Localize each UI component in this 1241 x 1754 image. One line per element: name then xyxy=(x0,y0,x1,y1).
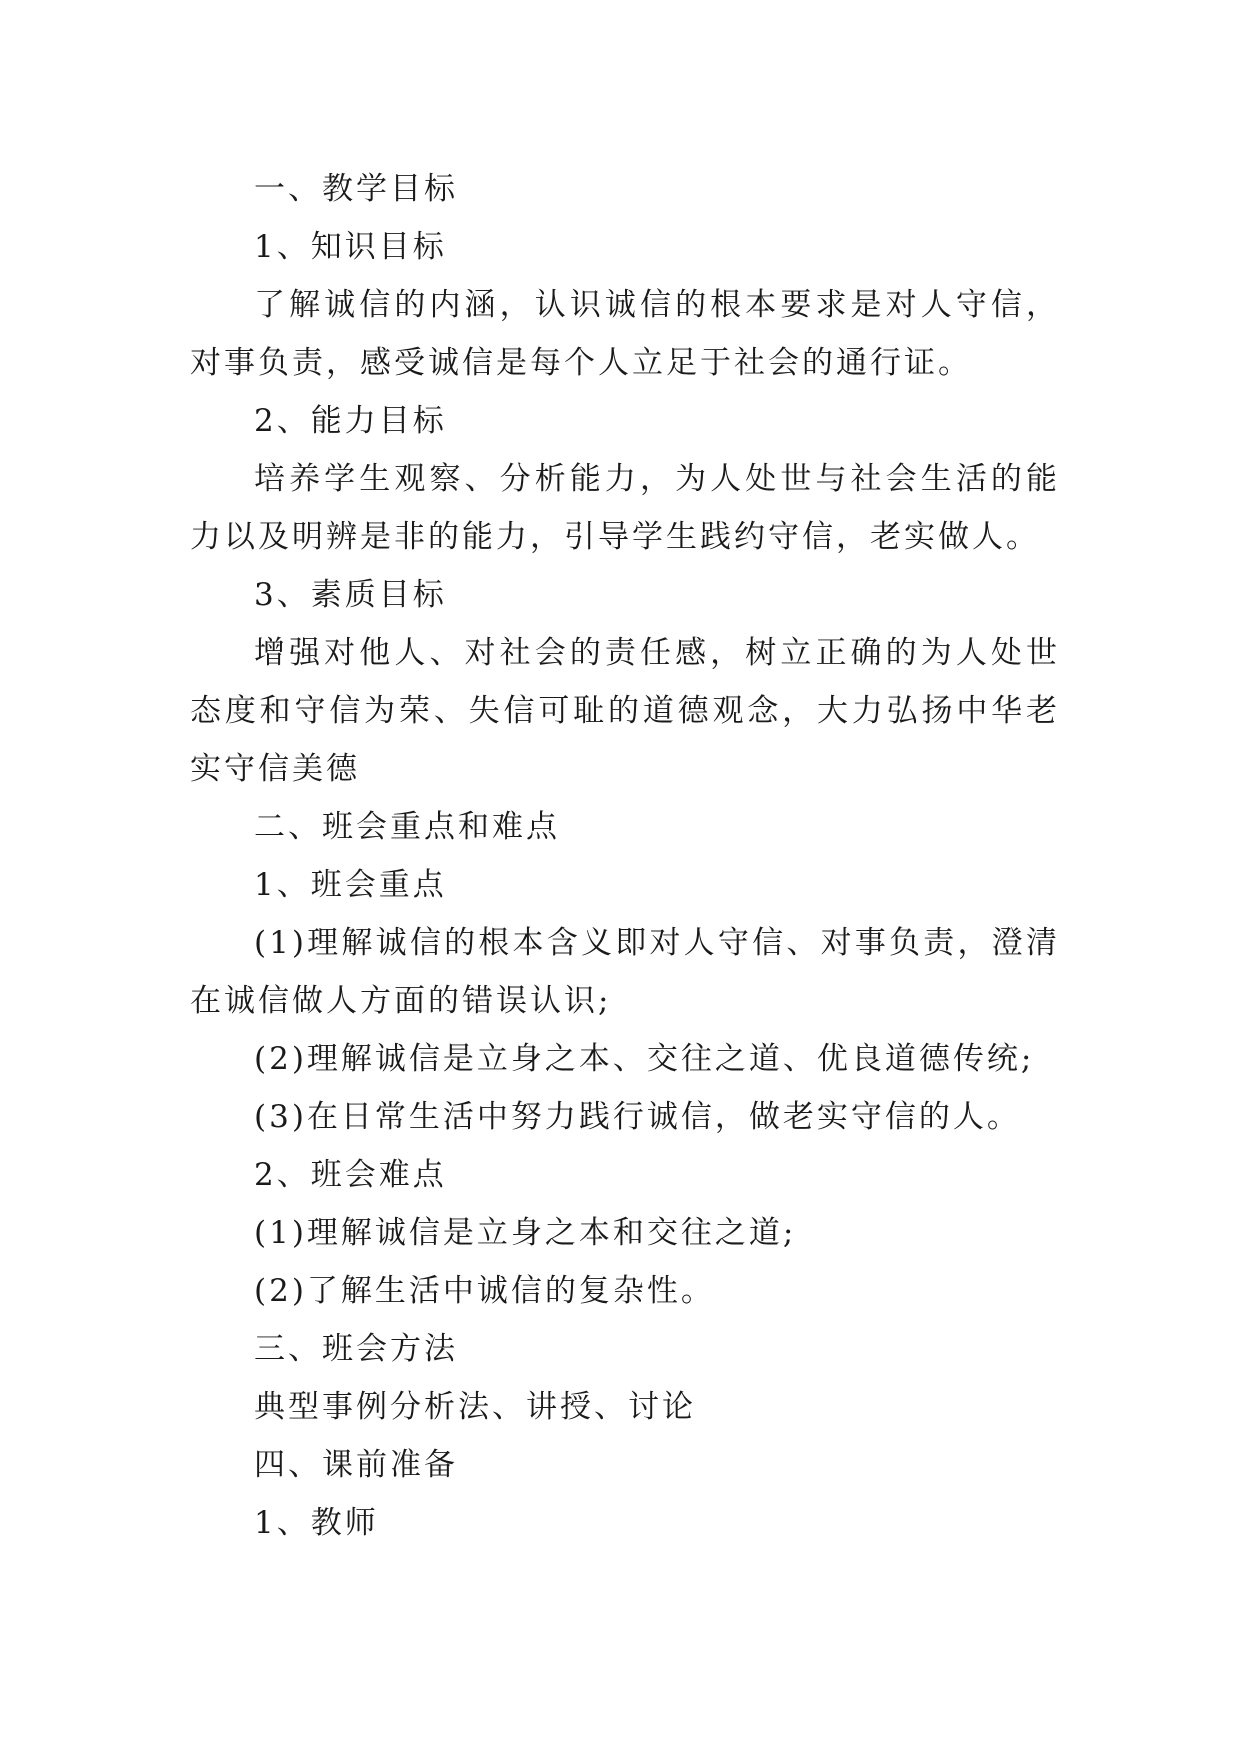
section-heading: 四、课前准备 xyxy=(254,1447,458,1483)
document-body xyxy=(190,160,1060,1552)
list-item: (1)理解诚信的根本含义即对人守信、对事负责，澄清在诚信做人方面的错误认识; xyxy=(190,925,1060,1019)
paragraph: 典型事例分析法、讲授、讨论 xyxy=(254,1389,696,1425)
subsection-heading: 1、知识目标 xyxy=(254,229,447,265)
subsection-heading: 1、班会重点 xyxy=(254,867,447,903)
section-heading: 二、班会重点和难点 xyxy=(254,809,560,845)
list-item: (2)了解生活中诚信的复杂性。 xyxy=(254,1273,715,1309)
list-item: (2)理解诚信是立身之本、交往之道、优良道德传统; xyxy=(254,1041,1035,1077)
paragraph: 培养学生观察、分析能力，为人处世与社会生活的能力以及明辨是非的能力，引导学生践约守信，老实做人。 xyxy=(190,461,1060,555)
subsection-heading: 1、教师 xyxy=(254,1505,379,1541)
list-item: (3)在日常生活中努力践行诚信，做老实守信的人。 xyxy=(254,1099,1021,1135)
subsection-heading: 2、班会难点 xyxy=(254,1157,447,1193)
paragraph: 增强对他人、对社会的责任感，树立正确的为人处世态度和守信为荣、失信可耻的道德观念，大力弘扬中华老实守信美德 xyxy=(190,635,1060,787)
section-heading: 一、教学目标 xyxy=(254,171,458,207)
subsection-heading: 2、能力目标 xyxy=(254,403,447,439)
list-item: (1)理解诚信是立身之本和交往之道; xyxy=(254,1215,797,1251)
subsection-heading: 3、素质目标 xyxy=(254,577,447,613)
section-heading: 三、班会方法 xyxy=(254,1331,458,1367)
paragraph: 了解诚信的内涵，认识诚信的根本要求是对人守信，对事负责，感受诚信是每个人立足于社会的通行证。 xyxy=(190,287,1060,381)
